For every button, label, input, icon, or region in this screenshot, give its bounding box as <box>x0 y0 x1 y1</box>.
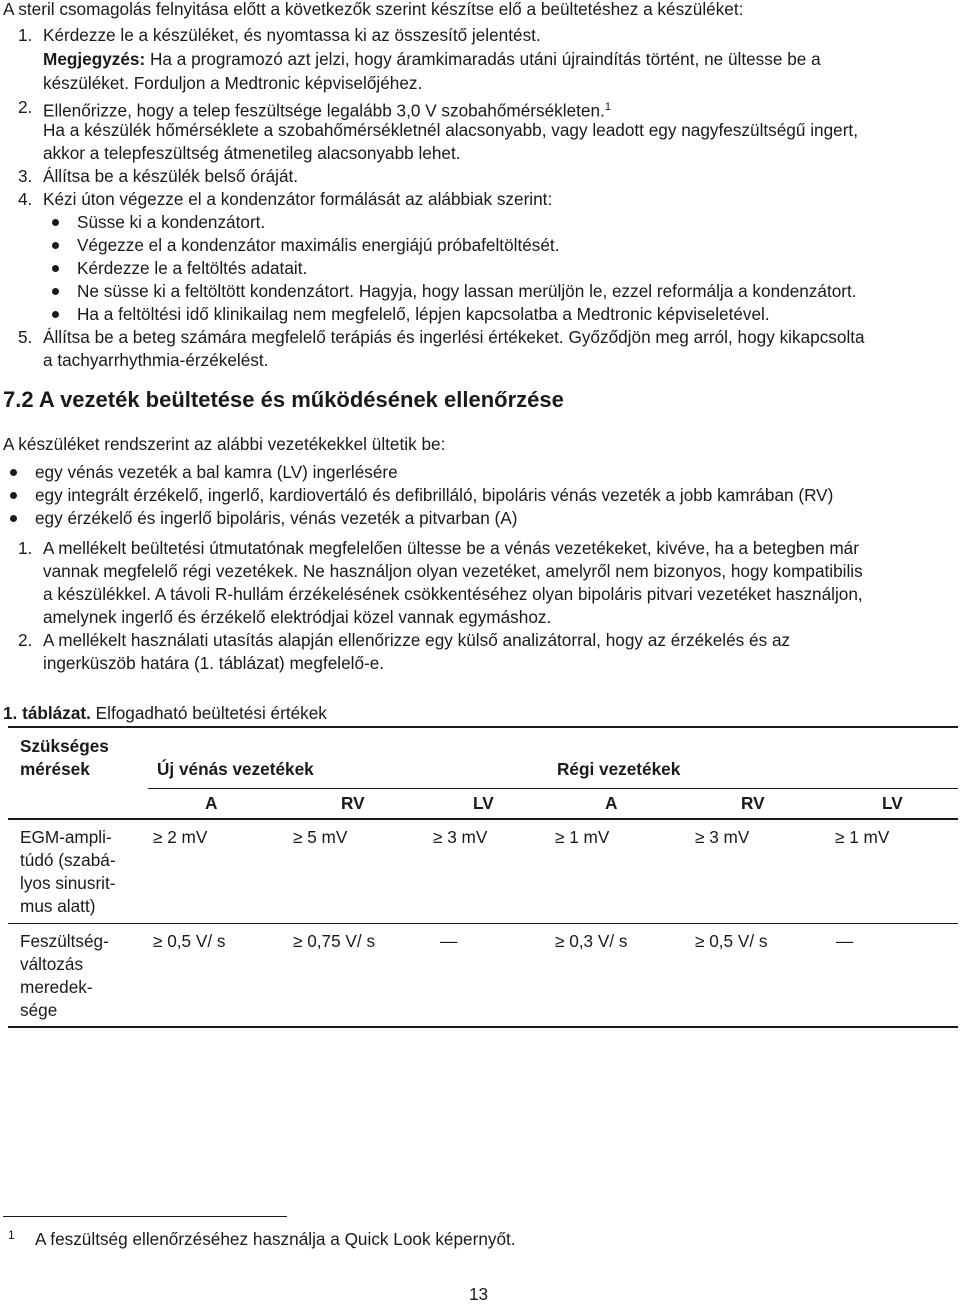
step-text: Állítsa be a készülék belső óráját. <box>43 166 299 186</box>
step-text: vannak megfelelő régi vezetékek. Ne használjon olyan vezetéket, amelyről nem bizonyos, hogy kompatibilis <box>43 561 863 581</box>
list-item: Ne süsse ki a feltöltött kondenzátort. Hagyja, hogy lassan merüljön le, ezzel reformálja a kondenzátort. <box>77 281 857 301</box>
bullet-icon <box>10 469 17 476</box>
table-top-rule <box>8 726 958 728</box>
list-item: Végezze el a kondenzátor maximális energiájú próbafeltöltését. <box>77 235 560 255</box>
note-label: Megjegyzés: <box>43 49 146 69</box>
table-caption <box>3 702 327 725</box>
list-item: Ha a feltöltési idő klinikailag nem megfelelő, lépjen kapcsolatba a Medtronic képviseletével. <box>77 304 770 324</box>
bullet-icon <box>52 265 59 272</box>
table-subheader: RV <box>341 793 365 813</box>
step-text: amelynek ingerlő és érzékelő elektródjai közel vannak egymáshoz. <box>43 607 552 627</box>
table-caption-text: Elfogadható beültetési értékek <box>95 703 327 723</box>
table-subheader: LV <box>473 793 494 813</box>
step-number: 5. <box>18 327 33 347</box>
bullet-icon <box>52 311 59 318</box>
step-text: Kérdezze le a készüléket, és nyomtassa ki az összesítő jelentést. <box>43 25 541 45</box>
table-header-cell: Szükséges <box>20 736 109 756</box>
step-text: akkor a telepfeszültség átmenetileg alacsonyabb lehet. <box>43 143 461 163</box>
bullet-icon <box>52 242 59 249</box>
table-row-label: sége <box>20 1000 58 1020</box>
table-group-header: Régi vezetékek <box>557 759 681 779</box>
table-subhead-rule <box>148 788 958 789</box>
table-cell: ≥ 1 mV <box>555 827 610 847</box>
footnote-rule <box>3 1216 287 1217</box>
step-text: A mellékelt használati utasítás alapján ellenőrizze egy külső analizátorral, hogy az érzékelés és az <box>43 630 791 650</box>
table-group-header: Új vénás vezetékek <box>157 759 314 779</box>
footnote-ref: 1 <box>604 101 611 113</box>
step-number: 1. <box>18 25 33 45</box>
step-number: 2. <box>18 97 33 117</box>
table-row-label: mus alatt) <box>20 896 96 916</box>
list-item: Kérdezze le a feltöltés adatait. <box>77 258 308 278</box>
table-cell: — <box>440 931 458 951</box>
step-number: 1. <box>18 538 33 558</box>
table-cell: ≥ 5 mV <box>293 827 348 847</box>
table-row-rule <box>8 923 958 924</box>
footnote-text: A feszültség ellenőrzéséhez használja a Quick Look képernyőt. <box>35 1229 516 1249</box>
table-header-rule <box>8 818 958 820</box>
note-line <box>43 48 821 71</box>
table-subheader: A <box>205 793 218 813</box>
step-text: A mellékelt beültetési útmutatónak megfelelően ültesse be a vénás vezetékeket, kivéve, ha a betegben már <box>43 538 859 558</box>
list-item: Süsse ki a kondenzátort. <box>77 212 266 232</box>
section-intro: A készüléket rendszerint az alábbi vezetékekkel ültetik be: <box>3 434 446 454</box>
table-cell: ≥ 2 mV <box>153 827 208 847</box>
table-cell: ≥ 0,5 V/ s <box>695 931 768 951</box>
intro-text: A steril csomagolás felnyitása előtt a következők szerint készítse elő a beültetéshez a készüléket: <box>3 0 744 19</box>
step-text: Kézi úton végezze el a kondenzátor formálását az alábbiak szerint: <box>43 189 553 209</box>
table-cell: — <box>836 931 854 951</box>
step-text: Állítsa be a beteg számára megfelelő terápiás és ingerlési értékeket. Győződjön meg arról, hogy kikapcsolta <box>43 327 865 347</box>
table-header-cell: mérések <box>20 759 90 779</box>
table-row-label: EGM-ampli- <box>20 827 112 847</box>
table-row-label: Feszültség- <box>20 931 109 951</box>
table-subheader: A <box>605 793 618 813</box>
footnote-mark: 1 <box>8 1228 15 1242</box>
list-item: egy érzékelő és ingerlő bipoláris, vénás vezeték a pitvarban (A) <box>35 508 518 528</box>
section-heading: 7.2 A vezeték beültetése és működésének ellenőrzése <box>3 387 564 412</box>
table-cell: ≥ 3 mV <box>433 827 488 847</box>
page-number: 13 <box>469 1284 489 1304</box>
bullet-icon <box>52 288 59 295</box>
list-item: egy vénás vezeték a bal kamra (LV) ingerlésére <box>35 462 398 482</box>
step-text: a tachyarrhythmia-érzékelést. <box>43 350 269 370</box>
table-cell: ≥ 3 mV <box>695 827 750 847</box>
table-row-label: változás <box>20 954 84 974</box>
table-row-label: meredek- <box>20 977 93 997</box>
table-bottom-rule <box>8 1026 958 1028</box>
table-subheader: RV <box>741 793 765 813</box>
step-text: Ha a készülék hőmérséklete a szobahőmérsékletnél alacsonyabb, vagy leadott egy nagyfeszültségű ingert, <box>43 120 858 140</box>
step-text-body: Ellenőrizze, hogy a telep feszültsége legalább 3,0 V szobahőmérsékleten. <box>43 100 605 121</box>
table-subheader: LV <box>882 793 903 813</box>
note-text: Ha a programozó azt jelzi, hogy áramkimaradás utáni újraindítás történt, ne ültesse be a <box>149 49 821 69</box>
step-number: 3. <box>18 166 33 186</box>
table-row-label: túdó (szabá- <box>20 850 116 870</box>
table-caption-label: 1. táblázat. <box>3 703 91 723</box>
step-number: 4. <box>18 189 33 209</box>
table-cell: ≥ 0,5 V/ s <box>153 931 226 951</box>
step-text: a készülékkel. A távoli R-hullám érzékelésének csökkentéséhez olyan bipoláris pitvari vezetéket használjon, <box>43 584 863 604</box>
table-cell: ≥ 0,75 V/ s <box>293 931 376 951</box>
step-number: 2. <box>18 630 33 650</box>
step-text: ingerküszöb határa (1. táblázat) megfelelő-e. <box>43 653 385 673</box>
bullet-icon <box>10 515 17 522</box>
bullet-icon <box>52 219 59 226</box>
table-cell: ≥ 1 mV <box>835 827 890 847</box>
table-row-label: lyos sinusrit- <box>20 873 116 893</box>
bullet-icon <box>10 492 17 499</box>
list-item: egy integrált érzékelő, ingerlő, kardiovertáló és defibrilláló, bipoláris vénás vezeték a jobb kamrában (RV) <box>35 485 834 505</box>
table-cell: ≥ 0,3 V/ s <box>555 931 628 951</box>
note-text: készüléket. Forduljon a Medtronic képviselőjéhez. <box>43 73 423 93</box>
